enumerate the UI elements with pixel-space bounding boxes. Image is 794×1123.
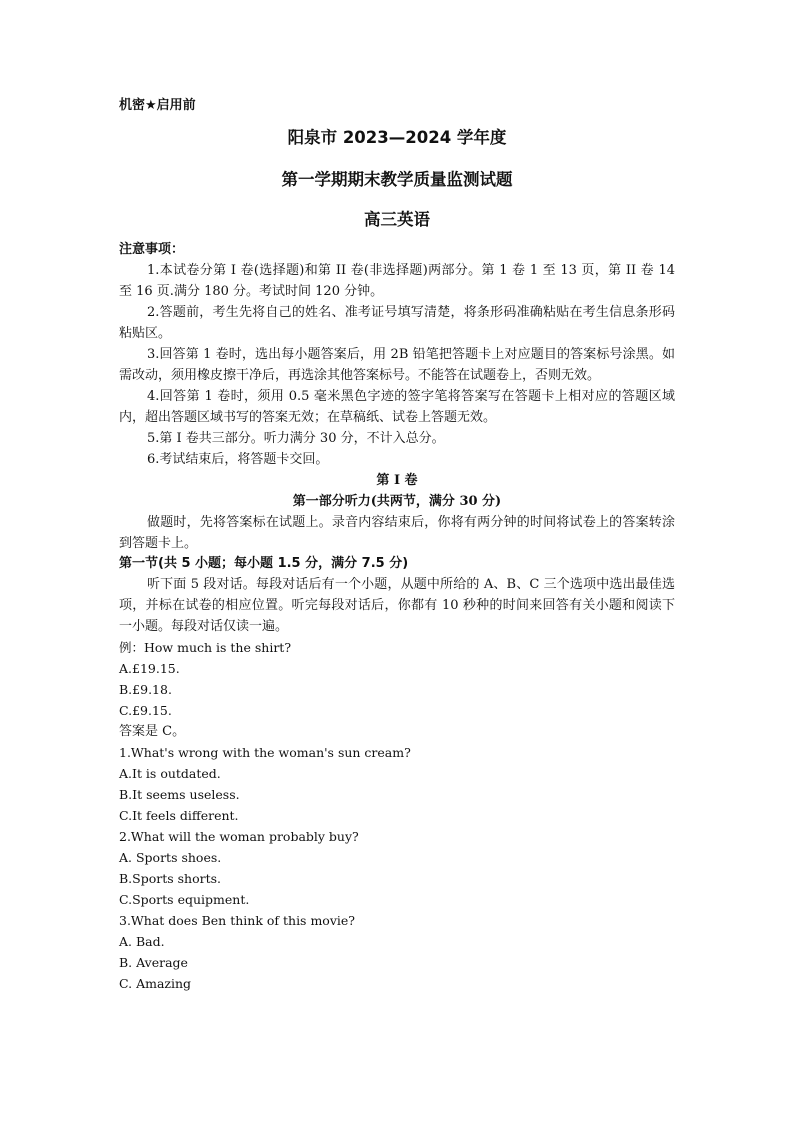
part1-instructions: 做题时，先将答案标在试题上。录音内容结束后，你将有两分钟的时间将试卷上的答案转涂到答题卡上。 [119, 515, 675, 551]
note-item: 1.本试卷分第 I 卷(选择题)和第 II 卷(非选择题)两部分。第 1 卷 1 至 13 页，第 II 卷 14 至 16 页.满分 180 分。考试时间 120 分钟。 [119, 263, 675, 299]
example-option: A.£19.15. [119, 661, 180, 676]
question-option: B.It seems useless. [119, 787, 240, 802]
exam-subject: 高三英语 [364, 210, 430, 229]
note-item: 2.答题前，考生先将自己的姓名、准考证号填写清楚，将条形码准确粘贴在考生信息条形码粘贴区。 [119, 305, 675, 341]
question-option: C.Sports equipment. [119, 892, 250, 907]
question-stem: 3.What does Ben think of this movie? [119, 913, 355, 928]
example-question: 例：How much is the shirt? [119, 640, 292, 655]
question-stem: 1.What's wrong with the woman's sun cream? [119, 745, 411, 760]
note-item: 4.回答第 1 卷时，须用 0.5 毫米黑色字迹的签字笔将答案写在答题卡上相对应的答题区域内，超出答题区域书写的答案无效；在草稿纸、试卷上答题无效。 [119, 389, 675, 425]
question-option: A. Bad. [119, 934, 165, 949]
question-option: C.It feels different. [119, 808, 239, 823]
note-item: 3.回答第 1 卷时，选出每小题答案后，用 2B 铅笔把答题卡上对应题目的答案标号涂黑。如需改动，须用橡皮擦干净后，再选涂其他答案标号。不能答在试题卷上，否则无效。 [119, 347, 675, 383]
exam-title-year: 阳泉市 2023—2024 学年度 [287, 128, 507, 147]
example-option: C.£9.15. [119, 703, 172, 718]
page-content [119, 96, 675, 994]
exam-title-name: 第一学期期末教学质量监测试题 [281, 170, 513, 189]
notes-heading: 注意事项： [119, 242, 185, 257]
question-option: A.It is outdated. [119, 766, 221, 781]
section1-heading: 第一节(共 5 小题；每小题 1.5 分，满分 7.5 分) [119, 556, 409, 571]
question-option: B.Sports shorts. [119, 871, 222, 886]
note-item: 6.考试结束后，将答题卡交回。 [147, 452, 329, 467]
part1-heading: 第一部分听力(共两节，满分 30 分) [292, 494, 502, 509]
question-option: B. Average [119, 955, 188, 970]
volume-heading: 第 I 卷 [376, 473, 418, 488]
example-option: B.£9.18. [119, 682, 172, 697]
question-stem: 2.What will the woman probably buy? [119, 829, 359, 844]
confidential-label: 机密★启用前 [119, 98, 196, 113]
example-answer: 答案是 C。 [119, 724, 186, 739]
note-item: 5.第 I 卷共三部分。听力满分 30 分，不计入总分。 [147, 431, 445, 446]
question-option: C. Amazing [119, 976, 192, 991]
section1-instructions: 听下面 5 段对话。每段对话后有一个小题，从题中所给的 A、B、C 三个选项中选出最佳选项，并标在试卷的相应位置。听完每段对话后，你都有 10 秒种的时间来回答有关小题和阅读下一小题。每段对话仅读一遍。 [119, 577, 675, 634]
question-option: A. Sports shoes. [119, 850, 222, 865]
